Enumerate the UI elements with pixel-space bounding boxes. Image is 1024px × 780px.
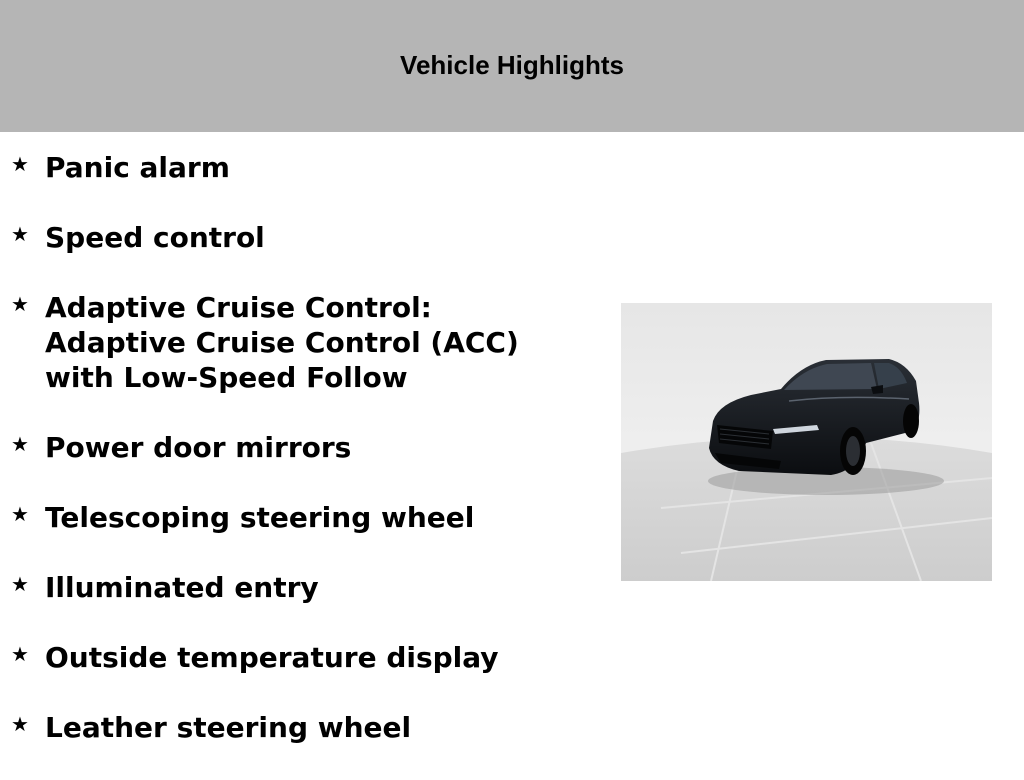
vehicle-photo	[621, 303, 992, 581]
star-icon: ★	[11, 642, 29, 666]
feature-item	[0, 710, 590, 745]
car-image	[621, 303, 992, 581]
star-icon: ★	[11, 292, 29, 316]
feature-label: Telescoping steering wheel	[45, 501, 475, 534]
feature-label: Leather steering wheel	[45, 711, 412, 744]
feature-item	[0, 430, 590, 465]
feature-label: Panic alarm	[45, 151, 230, 184]
feature-item	[0, 220, 590, 255]
star-icon: ★	[11, 502, 29, 526]
page-title: Vehicle Highlights	[400, 49, 624, 80]
feature-label: Adaptive Cruise Control: Adaptive Cruise Control (ACC) with Low-Speed Follow	[45, 291, 519, 394]
feature-list	[0, 150, 590, 780]
star-icon: ★	[11, 222, 29, 246]
feature-item	[0, 570, 590, 605]
feature-item	[0, 290, 590, 395]
feature-item	[0, 150, 590, 185]
header-bar	[0, 0, 1024, 132]
star-icon: ★	[11, 432, 29, 456]
feature-label: Speed control	[45, 221, 265, 254]
feature-item	[0, 500, 590, 535]
feature-label: Outside temperature display	[45, 641, 499, 674]
feature-item	[0, 640, 590, 675]
star-icon: ★	[11, 712, 29, 736]
star-icon: ★	[11, 152, 29, 176]
feature-label: Power door mirrors	[45, 431, 352, 464]
feature-label: Illuminated entry	[45, 571, 319, 604]
star-icon: ★	[11, 572, 29, 596]
